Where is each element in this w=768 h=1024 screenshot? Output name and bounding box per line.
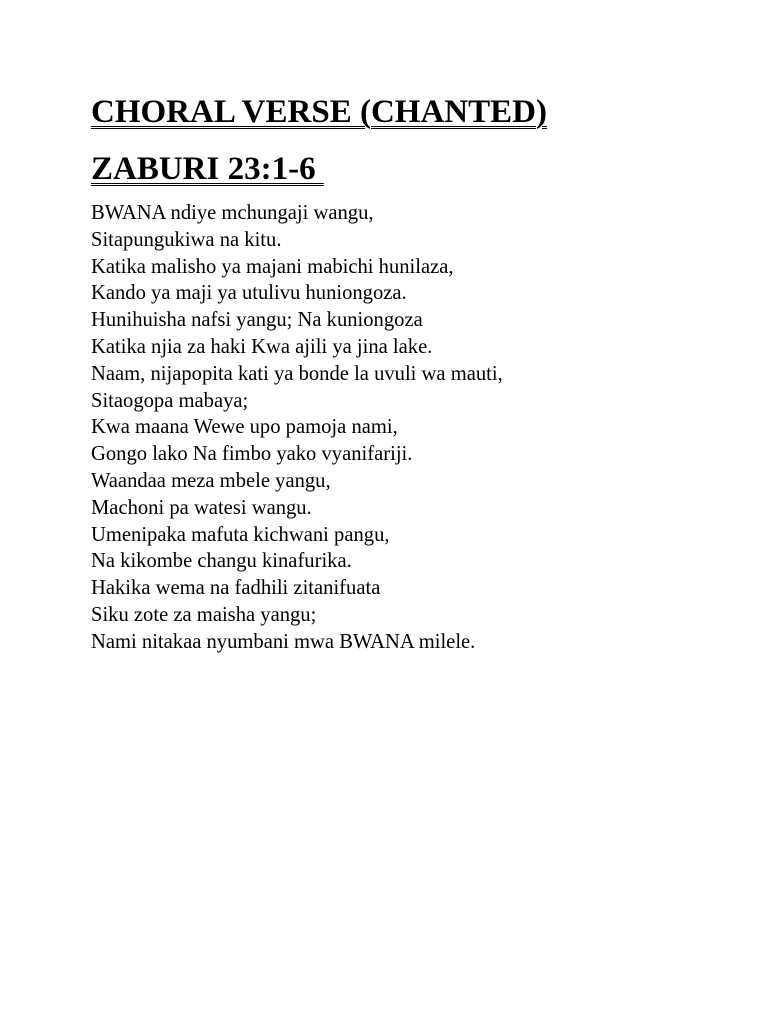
verse-line: Waandaa meza mbele yangu, [91,469,331,492]
document-subtitle: ZABURI 23:1-6 [91,151,324,187]
verse-line: Siku zote za maisha yangu; [91,603,317,626]
verse-line: BWANA ndiye mchungaji wangu, [91,202,374,224]
verse-line: Sitapungukiwa na kitu. [91,228,282,251]
verse-text [91,200,731,656]
verse-line: Sitaogopa mabaya; [91,389,249,412]
verse-line: Naam, nijapopita kati ya bonde la uvuli wa mauti, [91,362,503,385]
verse-line: Katika malisho ya majani mabichi hunilaza, [91,255,454,278]
verse-line: Na kikombe changu kinafurika. [91,550,352,573]
verse-line: Nami nitakaa nyumbani mwa BWANA milele. [91,630,476,653]
document-title: CHORAL VERSE (CHANTED) [91,94,547,130]
verse-line: Kando ya maji ya utulivu huniongoza. [91,282,407,305]
verse-line: Umenipaka mafuta kichwani pangu, [91,523,390,546]
verse-line: Hunihuisha nafsi yangu; Na kuniongoza [91,309,423,332]
document-page [91,92,731,656]
verse-line: Machoni pa watesi wangu. [91,496,312,519]
verse-line: Katika njia za haki Kwa ajili ya jina lake. [91,335,433,358]
verse-line: Gongo lako Na fimbo yako vyanifariji. [91,443,413,466]
verse-line: Kwa maana Wewe upo pamoja nami, [91,416,398,439]
verse-line: Hakika wema na fadhili zitanifuata [91,577,381,600]
